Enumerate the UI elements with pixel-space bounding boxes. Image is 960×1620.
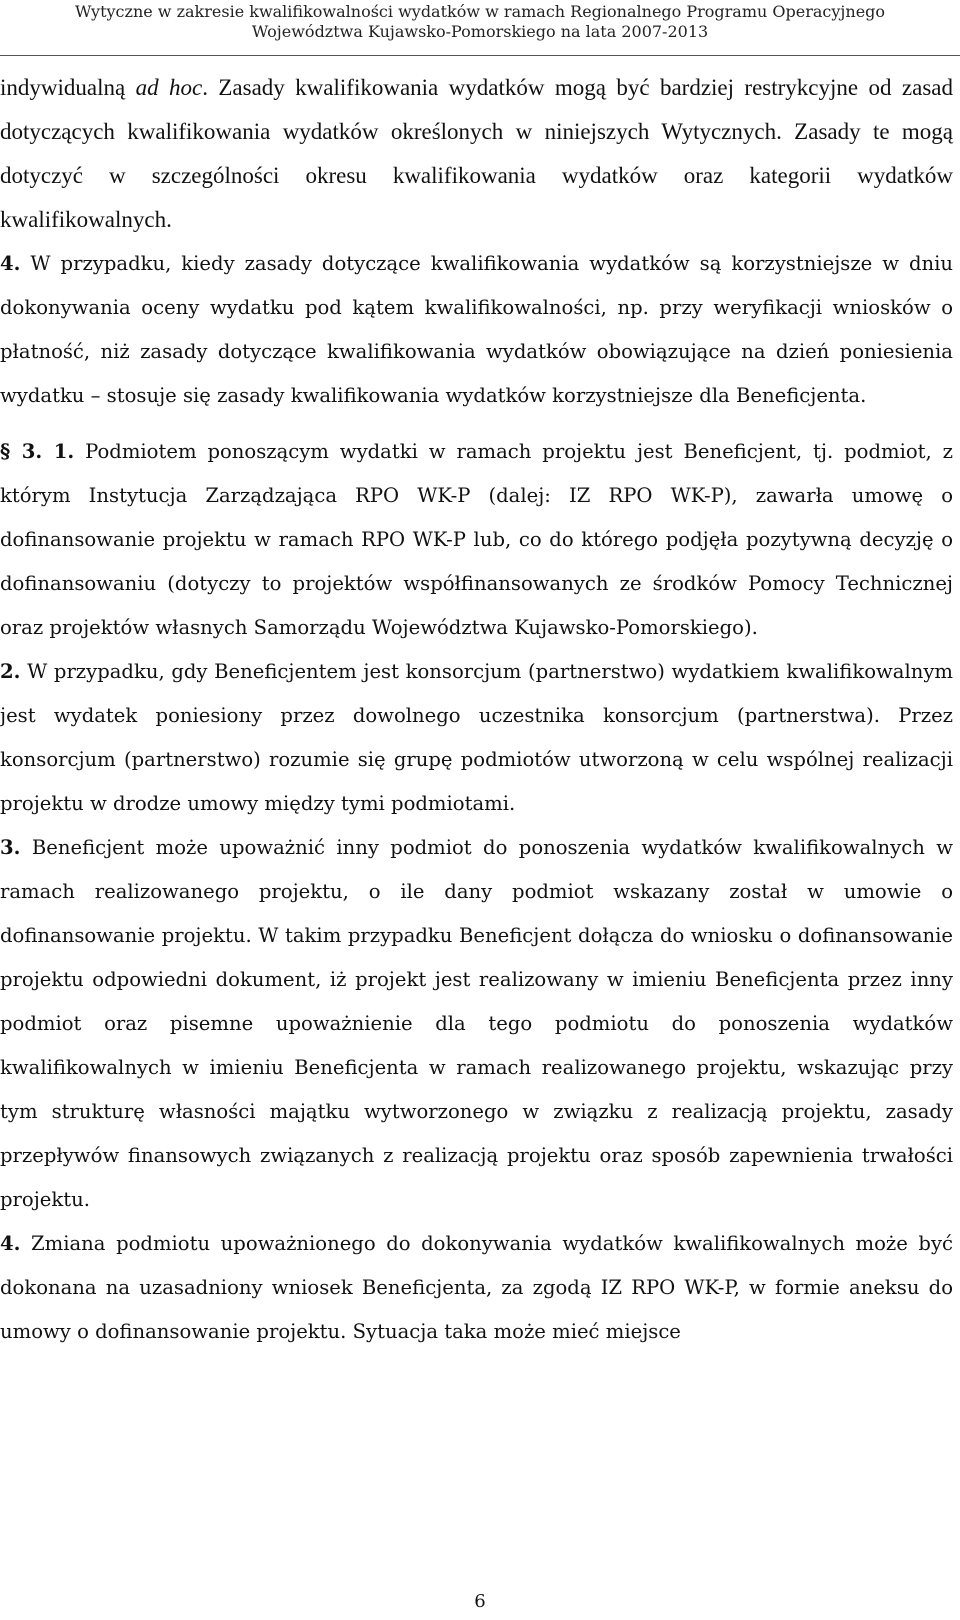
page-number: 6 — [474, 1591, 486, 1612]
paragraph-intro — [0, 66, 953, 242]
running-header — [0, 0, 960, 58]
paragraph-number: 3. — [0, 836, 21, 859]
section-3-paragraph-1-text: Podmiotem ponoszącym wydatki w ramach projektu jest Beneficjent, tj. podmiot, z którym Instytucja Zarządzająca RPO WK-P (dalej: IZ RPO WK-P), zawarła umowę o dofinansowanie projektu w ramach RPO WK-P lub, co do którego podjęła pozytywną decyzję o dofinansowaniu (dotyczy to projektów współfinansowanych ze środków Pomocy Technicznej oraz projektów własnych Samorządu Województwa Kujawsko-Pomorskiego). — [0, 440, 953, 639]
header-line-2: Województwa Kujawsko-Pomorskiego na lata 2007-2013 — [251, 22, 709, 41]
paragraph-4-text: W przypadku, kiedy zasady dotyczące kwalifikowania wydatków są korzystniejsze w dniu dokonywania oceny wydatku pod kątem kwalifikowalności, np. przy weryfikacji wniosków o płatność, niż zasady dotyczące kwalifikowania wydatków obowiązujące na dzień poniesienia wydatku – stosuje się zasady kwalifikowania wydatków korzystniejsze dla Beneficjenta. — [0, 252, 953, 407]
paragraph-number: 2. — [0, 660, 21, 683]
section-3-paragraph-2 — [0, 650, 953, 826]
paragraph-intro-italic: ad hoc — [135, 75, 203, 100]
paragraph-number: 4. — [0, 1232, 21, 1255]
section-number: § 3. 1. — [0, 440, 75, 463]
section-3-paragraph-4 — [0, 1222, 953, 1354]
section-3-paragraph-1 — [0, 430, 953, 650]
document-body — [0, 66, 953, 1354]
section-3-paragraph-4-text: Zmiana podmiotu upoważnionego do dokonywania wydatków kwalifikowalnych może być dokonana na uzasadniony wniosek Beneficjenta, za zgodą IZ RPO WK-P, w formie aneksu do umowy o dofinansowanie projektu. Sytuacja taka może mieć miejsce — [0, 1232, 953, 1343]
header-line-1: Wytyczne w zakresie kwalifikowalności wydatków w ramach Regionalnego Programu Operacyjnego — [74, 2, 886, 21]
header-divider — [0, 55, 960, 56]
paragraph-intro-text-a: indywidualną — [0, 75, 136, 100]
paragraph-number: 4. — [0, 252, 21, 275]
paragraph-4 — [0, 242, 953, 418]
paragraph-intro-text-b: . Zasady kwalifikowania wydatków mogą być bardziej restrykcyjne od zasad dotyczących kwalifikowania wydatków określonych w niniejszych Wytycznych. Zasady te mogą dotyczyć w szczególności okresu kwalifikowania wydatków oraz kategorii wydatków kwalifikowalnych. — [0, 75, 953, 232]
section-3-paragraph-3 — [0, 826, 953, 1222]
section-3-paragraph-3-text: Beneficjent może upoważnić inny podmiot do ponoszenia wydatków kwalifikowalnych w ramach realizowanego projektu, o ile dany podmiot wskazany został w umowie o dofinansowanie projektu. W takim przypadku Beneficjent dołącza do wniosku o dofinansowanie projektu odpowiedni dokument, iż projekt jest realizowany w imieniu Beneficjenta przez inny podmiot oraz pisemne upoważnienie dla tego podmiotu do ponoszenia wydatków kwalifikowalnych w imieniu Beneficjenta w ramach realizowanego projektu, wskazując przy tym strukturę własności majątku wytworzonego w związku z realizacją projektu, zasady przepływów finansowych związanych z realizacją projektu oraz sposób zapewnienia trwałości projektu. — [0, 836, 953, 1211]
section-3-paragraph-2-text: W przypadku, gdy Beneficjentem jest konsorcjum (partnerstwo) wydatkiem kwalifikowalnym jest wydatek poniesiony przez dowolnego uczestnika konsorcjum (partnerstwa). Przez konsorcjum (partnerstwo) rozumie się grupę podmiotów utworzoną w celu wspólnej realizacji projektu w drodze umowy między tymi podmiotami. — [0, 660, 953, 815]
